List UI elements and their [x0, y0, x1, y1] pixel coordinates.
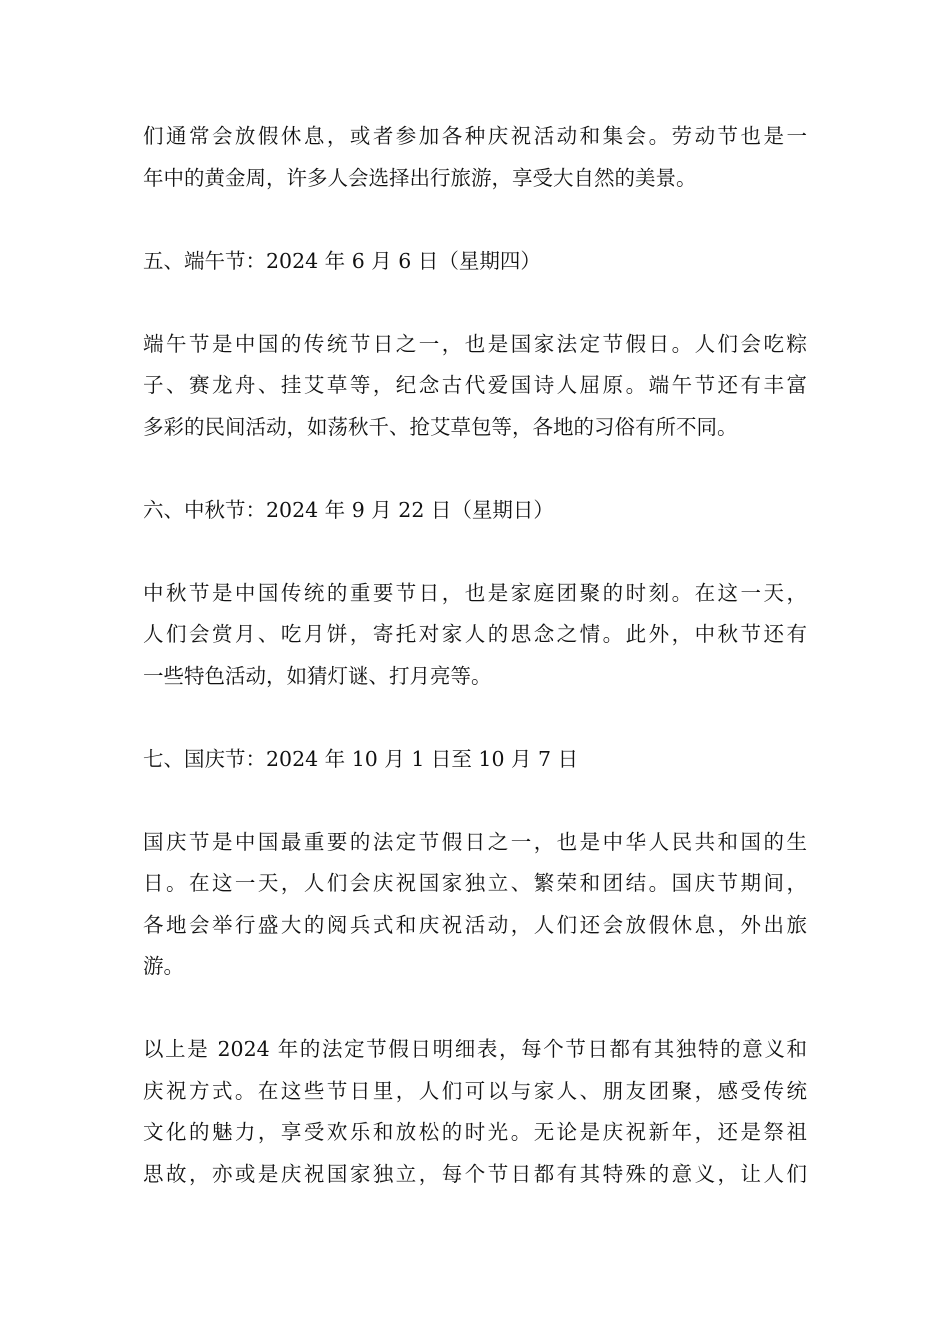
paragraph-national-day	[143, 822, 807, 988]
text-line: 端午节是中国的传统节日之一，也是国家法定节假日。人们会吃粽	[143, 331, 807, 356]
text-line: 游。	[143, 954, 184, 978]
paragraph-mid-autumn-festival	[143, 573, 807, 698]
text-line: 各地会举行盛大的阅兵式和庆祝活动，人们还会放假休息，外出旅	[143, 912, 807, 937]
text-line: 以上是 2024 年的法定节假日明细表，每个节日都有其独特的意义和	[143, 1037, 807, 1061]
paragraph-summary	[143, 1029, 807, 1195]
text-line: 国庆节是中国最重要的法定节假日之一，也是中华人民共和国的生	[143, 829, 807, 854]
text-line: 多彩的民间活动，如荡秋千、抢艾草包等，各地的习俗有所不同。	[143, 414, 738, 439]
text-line: 们通常会放假休息，或者参加各种庆祝活动和集会。劳动节也是一	[143, 124, 807, 148]
text-line: 庆祝方式。在这些节日里，人们可以与家人、朋友团聚，感受传统	[143, 1078, 807, 1103]
heading-national-day: 七、国庆节：2024 年 10 月 1 日至 10 月 7 日	[143, 746, 579, 771]
paragraph-labor-day-continued	[143, 116, 807, 199]
text-line: 思故，亦或是庆祝国家独立，每个节日都有其特殊的意义，让人们	[143, 1161, 807, 1186]
text-line: 年中的黄金周，许多人会选择出行旅游，享受大自然的美景。	[143, 165, 697, 190]
heading-dragon-boat-festival: 五、端午节：2024 年 6 月 6 日（星期四）	[143, 248, 541, 273]
text-line: 人们会赏月、吃月饼，寄托对家人的思念之情。此外，中秋节还有	[143, 622, 807, 646]
text-line: 文化的魅力，享受欢乐和放松的时光。无论是庆祝新年，还是祭祖	[143, 1120, 807, 1144]
text-line: 中秋节是中国传统的重要节日，也是家庭团聚的时刻。在这一天，	[143, 580, 807, 605]
heading-mid-autumn-festival: 六、中秋节：2024 年 9 月 22 日（星期日）	[143, 497, 554, 522]
text-line: 一些特色活动，如猜灯谜、打月亮等。	[143, 663, 492, 688]
text-line: 日。在这一天，人们会庆祝国家独立、繁荣和团结。国庆节期间，	[143, 871, 807, 895]
text-line: 子、赛龙舟、挂艾草等，纪念古代爱国诗人屈原。端午节还有丰富	[143, 373, 807, 397]
document-body	[143, 116, 807, 1195]
paragraph-dragon-boat-festival	[143, 324, 807, 449]
